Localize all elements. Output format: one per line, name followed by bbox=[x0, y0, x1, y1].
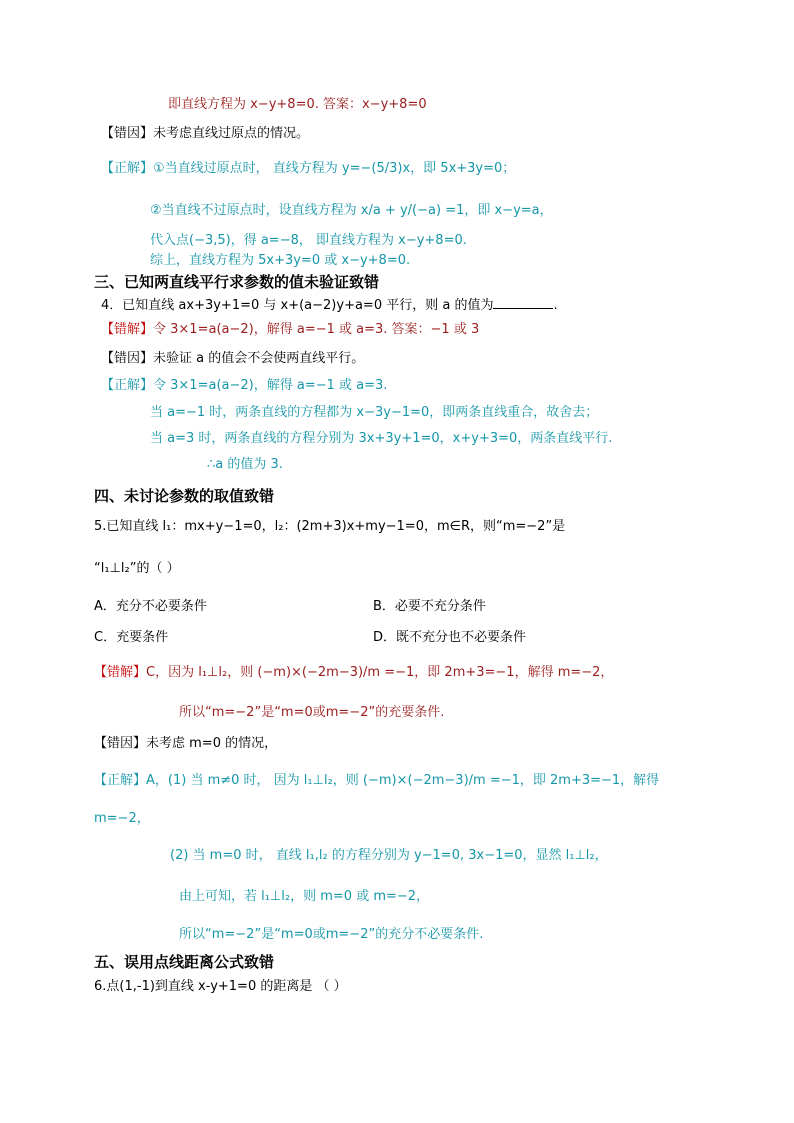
question-5-line-2: “l₁⊥l₂”的（ ） bbox=[94, 561, 180, 576]
s4-wrong-step-2: 所以“m=−2”是“m=0或m=−2”的充要条件. bbox=[179, 705, 445, 720]
s4-wrong-solution-tag: 【错解】 bbox=[94, 665, 147, 680]
s3-correct-step-1: 令 3×1=a(a−2)，解得 a=−1 或 a=3. bbox=[153, 378, 388, 393]
wrong-solution-line bbox=[101, 321, 479, 339]
correct-step-3: 代入点(−3,5)，得 a=−8， 即直线方程为 x−y+8=0. bbox=[150, 233, 467, 248]
error-cause-line-3 bbox=[101, 350, 364, 368]
correct-step-2: ②当直线不过原点时，设直线方程为 x/a + y/(−a) =1，即 x−y=a， bbox=[150, 203, 553, 218]
option-a: A．充分不必要条件 bbox=[94, 599, 207, 614]
question-4 bbox=[101, 296, 558, 315]
section-heading-3: 三、已知两直线平行求参数的值未验证致错 bbox=[94, 273, 380, 291]
s3-correct-step-4: ∴a 的值为 3. bbox=[207, 457, 283, 472]
error-cause-line bbox=[101, 125, 309, 143]
option-c: C．充要条件 bbox=[94, 630, 169, 645]
correct-step-1: ①当直线过原点时， 直线方程为 y=−(5/3)x，即 5x+3y=0； bbox=[153, 161, 516, 176]
s4-correct-solution-tag: 【正解】 bbox=[94, 773, 147, 788]
s4-correct-step-3: 由上可知，若 l₁⊥l₂，则 m=0 或 m=−2， bbox=[179, 889, 430, 904]
s4-correct-step-1: A，(1) 当 m≠0 时， 因为 l₁⊥l₂，则 (−m)×(−2m−3)/m =−1，即 2m+3=−1，解得 bbox=[146, 773, 660, 788]
s4-wrong-step-1: C，因为 l₁⊥l₂，则 (−m)×(−2m−3)/m =−1，即 2m+3=−1，解得 m=−2， bbox=[146, 665, 614, 680]
error-cause-tag: 【错因】 bbox=[101, 126, 154, 141]
s4-correct-step-1b: m=−2， bbox=[94, 811, 150, 826]
s4-wrong-solution-line-1 bbox=[94, 664, 613, 682]
correct-solution-tag: 【正解】 bbox=[101, 161, 154, 176]
s4-correct-solution-line-1 bbox=[94, 772, 659, 790]
s4-error-cause-line bbox=[94, 735, 277, 753]
error-cause-tag-3: 【错因】 bbox=[101, 351, 154, 366]
s4-error-cause-tag: 【错因】 bbox=[94, 736, 147, 751]
s4-correct-step-4: 所以“m=−2”是“m=0或m=−2”的充分不必要条件. bbox=[179, 927, 484, 942]
answer-line: 即直线方程为 x−y+8=0. 答案：x−y+8=0 bbox=[168, 97, 427, 112]
correct-solution-line-1 bbox=[101, 160, 515, 178]
s4-correct-step-2: (2) 当 m=0 时， 直线 l₁,l₂ 的方程分别为 y−1=0, 3x−1=0，显然 l₁⊥l₂， bbox=[170, 848, 608, 863]
question-4-text: 4．已知直线 ax+3y+1=0 与 x+(a−2)y+a=0 平行，则 a 的值为 bbox=[101, 298, 494, 313]
correct-step-4: 综上，直线方程为 5x+3y=0 或 x−y+8=0. bbox=[150, 253, 411, 268]
s4-error-cause-text: 未考虑 m=0 的情况， bbox=[146, 736, 278, 751]
question-5-line-1: 5.已知直线 l₁：mx+y−1=0，l₂：(2m+3)x+my−1=0，m∈R，则“m=−2”是 bbox=[94, 519, 566, 534]
wrong-solution-text: 令 3×1=a(a−2)，解得 a=−1 或 a=3. 答案：−1 或 3 bbox=[153, 322, 480, 337]
section-heading-4: 四、未讨论参数的取值致错 bbox=[94, 487, 275, 505]
section-heading-5: 五、误用点线距离公式致错 bbox=[94, 953, 275, 971]
s3-correct-step-3: 当 a=3 时，两条直线的方程分别为 3x+3y+1=0，x+y+3=0，两条直线平行. bbox=[150, 431, 613, 446]
correct-solution-line-3 bbox=[101, 377, 387, 395]
error-cause-text: 未考虑直线过原点的情况。 bbox=[153, 126, 310, 141]
wrong-solution-tag: 【错解】 bbox=[101, 322, 154, 337]
s3-correct-step-2: 当 a=−1 时，两条直线的方程都为 x−3y−1=0，即两条直线重合，故舍去； bbox=[150, 405, 599, 420]
correct-solution-tag-3: 【正解】 bbox=[101, 378, 154, 393]
option-d: D．既不充分也不必要条件 bbox=[373, 630, 527, 645]
error-cause-text-3: 未验证 a 的值会不会使两直线平行。 bbox=[153, 351, 365, 366]
option-b: B．必要不充分条件 bbox=[373, 599, 486, 614]
answer-blank bbox=[493, 296, 553, 309]
question-4-end: . bbox=[553, 298, 558, 313]
question-6: 6.点(1,-1)到直线 x-y+1=0 的距离是 （ ） bbox=[94, 979, 347, 994]
